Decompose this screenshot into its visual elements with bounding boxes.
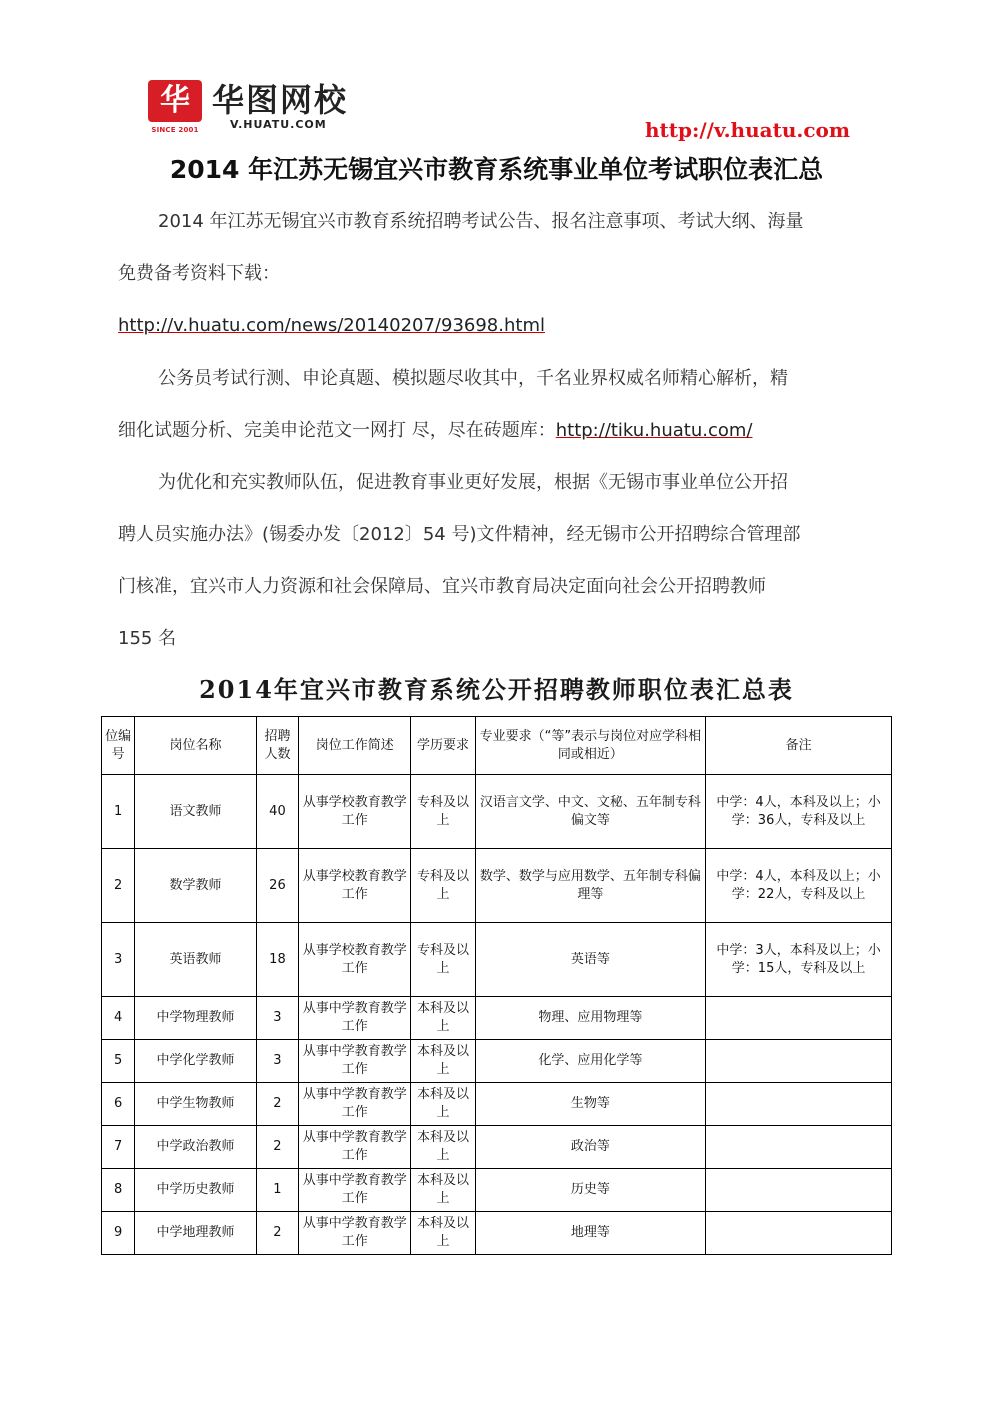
cell-no: 2	[102, 849, 135, 923]
tiku-link[interactable]: http://tiku.huatu.com/	[555, 420, 753, 441]
table-row	[102, 1212, 892, 1255]
cell-note: 中学：3人，本科及以上；小学：15人，专科及以上	[706, 923, 892, 997]
cell-count: 1	[256, 1169, 299, 1212]
cell-name: 数学教师	[135, 849, 256, 923]
cell-no: 1	[102, 775, 135, 849]
cell-education: 本科及以上	[411, 1083, 475, 1126]
cell-name: 中学化学教师	[135, 1040, 256, 1083]
cell-duty: 从事学校教育教学工作	[299, 775, 411, 849]
body-paragraph	[118, 457, 878, 665]
cell-duty: 从事中学教育教学工作	[299, 1083, 411, 1126]
intro-line-1: 2014 年江苏无锡宜兴市教育系统招聘考试公告、报名注意事项、考试大纲、海量	[158, 211, 804, 232]
cell-count: 18	[256, 923, 299, 997]
cell-name: 语文教师	[135, 775, 256, 849]
table-row	[102, 1083, 892, 1126]
body-line-3: 门核准，宜兴市人力资源和社会保障局、宜兴市教育局决定面向社会公开招聘教师	[118, 576, 766, 597]
cell-no: 4	[102, 997, 135, 1040]
cell-note: 中学：4人，本科及以上；小学：36人，专科及以上	[706, 775, 892, 849]
cell-education: 专科及以上	[411, 849, 475, 923]
cell-education: 本科及以上	[411, 1126, 475, 1169]
cell-count: 3	[256, 1040, 299, 1083]
header-name: 岗位名称	[135, 717, 256, 775]
cell-note	[706, 1126, 892, 1169]
cell-duty: 从事中学教育教学工作	[299, 1169, 411, 1212]
logo-mark-icon: 华	[148, 80, 202, 122]
cell-major: 化学、应用化学等	[475, 1040, 705, 1083]
cell-name: 中学生物教师	[135, 1083, 256, 1126]
cell-duty: 从事中学教育教学工作	[299, 1212, 411, 1255]
table-row	[102, 923, 892, 997]
body-line-2: 聘人员实施办法》(锡委办发〔2012〕54 号)文件精神，经无锡市公开招聘综合管理部	[118, 524, 801, 545]
cell-duty: 从事学校教育教学工作	[299, 849, 411, 923]
header-duty: 岗位工作简述	[299, 717, 411, 775]
cell-education: 专科及以上	[411, 923, 475, 997]
table-row	[102, 1126, 892, 1169]
cell-name: 中学物理教师	[135, 997, 256, 1040]
cell-count: 3	[256, 997, 299, 1040]
logo-domain: V.HUATU.COM	[230, 118, 327, 131]
logo-name: 华图网校	[212, 81, 349, 119]
promo-line-1: 公务员考试行测、申论真题、模拟题尽收其中，千名业界权威名师精心解析，精	[158, 368, 788, 389]
header-no: 位编号	[102, 717, 135, 775]
cell-note	[706, 1169, 892, 1212]
header-count: 招聘人数	[256, 717, 299, 775]
cell-note	[706, 1083, 892, 1126]
cell-no: 3	[102, 923, 135, 997]
cell-education: 本科及以上	[411, 997, 475, 1040]
site-url-link[interactable]: http://v.huatu.com	[644, 118, 850, 142]
cell-duty: 从事中学教育教学工作	[299, 1126, 411, 1169]
cell-name: 英语教师	[135, 923, 256, 997]
intro-line-2: 免费备考资料下载：	[118, 263, 280, 284]
table-row	[102, 775, 892, 849]
intro-paragraph	[118, 196, 878, 352]
body-line-4: 155 名	[118, 628, 177, 649]
cell-education: 本科及以上	[411, 1169, 475, 1212]
positions-table	[101, 716, 892, 1255]
cell-count: 2	[256, 1083, 299, 1126]
cell-count: 2	[256, 1126, 299, 1169]
cell-duty: 从事学校教育教学工作	[299, 923, 411, 997]
cell-major: 物理、应用物理等	[475, 997, 705, 1040]
cell-education: 专科及以上	[411, 775, 475, 849]
table-row	[102, 997, 892, 1040]
table-header-row	[102, 717, 892, 775]
cell-count: 2	[256, 1212, 299, 1255]
table-row	[102, 1040, 892, 1083]
table-row	[102, 849, 892, 923]
cell-note: 中学：4人，本科及以上；小学：22人，专科及以上	[706, 849, 892, 923]
cell-no: 6	[102, 1083, 135, 1126]
table-title: 2014年宜兴市教育系统公开招聘教师职位表汇总表	[199, 675, 794, 704]
page-title: 2014 年江苏无锡宜兴市教育系统事业单位考试职位表汇总	[169, 155, 824, 184]
cell-name: 中学政治教师	[135, 1126, 256, 1169]
cell-major: 数学、数学与应用数学、五年制专科偏理等	[475, 849, 705, 923]
intro-download-link[interactable]: http://v.huatu.com/news/20140207/93698.html	[118, 315, 545, 336]
cell-count: 26	[256, 849, 299, 923]
cell-no: 7	[102, 1126, 135, 1169]
promo-line-2: 细化试题分析、完美申论范文一网打 尽，尽在砖题库：	[118, 420, 556, 441]
cell-name: 中学地理教师	[135, 1212, 256, 1255]
cell-major: 汉语言文学、中文、文秘、五年制专科偏文等	[475, 775, 705, 849]
cell-education: 本科及以上	[411, 1040, 475, 1083]
cell-note	[706, 1212, 892, 1255]
cell-duty: 从事中学教育教学工作	[299, 1040, 411, 1083]
header-major: 专业要求（“等”表示与岗位对应学科相同或相近）	[475, 717, 705, 775]
cell-major: 地理等	[475, 1212, 705, 1255]
cell-count: 40	[256, 775, 299, 849]
cell-no: 5	[102, 1040, 135, 1083]
cell-duty: 从事中学教育教学工作	[299, 997, 411, 1040]
cell-note	[706, 1040, 892, 1083]
header-education: 学历要求	[411, 717, 475, 775]
table-row	[102, 1169, 892, 1212]
cell-major: 生物等	[475, 1083, 705, 1126]
cell-education: 本科及以上	[411, 1212, 475, 1255]
cell-no: 9	[102, 1212, 135, 1255]
logo-since: SINCE 2001	[151, 126, 199, 134]
header-note: 备注	[706, 717, 892, 775]
cell-no: 8	[102, 1169, 135, 1212]
promo-paragraph	[118, 353, 878, 457]
cell-note	[706, 997, 892, 1040]
huatu-logo[interactable]	[148, 80, 388, 140]
cell-major: 英语等	[475, 923, 705, 997]
cell-major: 历史等	[475, 1169, 705, 1212]
body-line-1: 为优化和充实教师队伍，促进教育事业更好发展，根据《无锡市事业单位公开招	[158, 472, 788, 493]
cell-name: 中学历史教师	[135, 1169, 256, 1212]
cell-major: 政治等	[475, 1126, 705, 1169]
